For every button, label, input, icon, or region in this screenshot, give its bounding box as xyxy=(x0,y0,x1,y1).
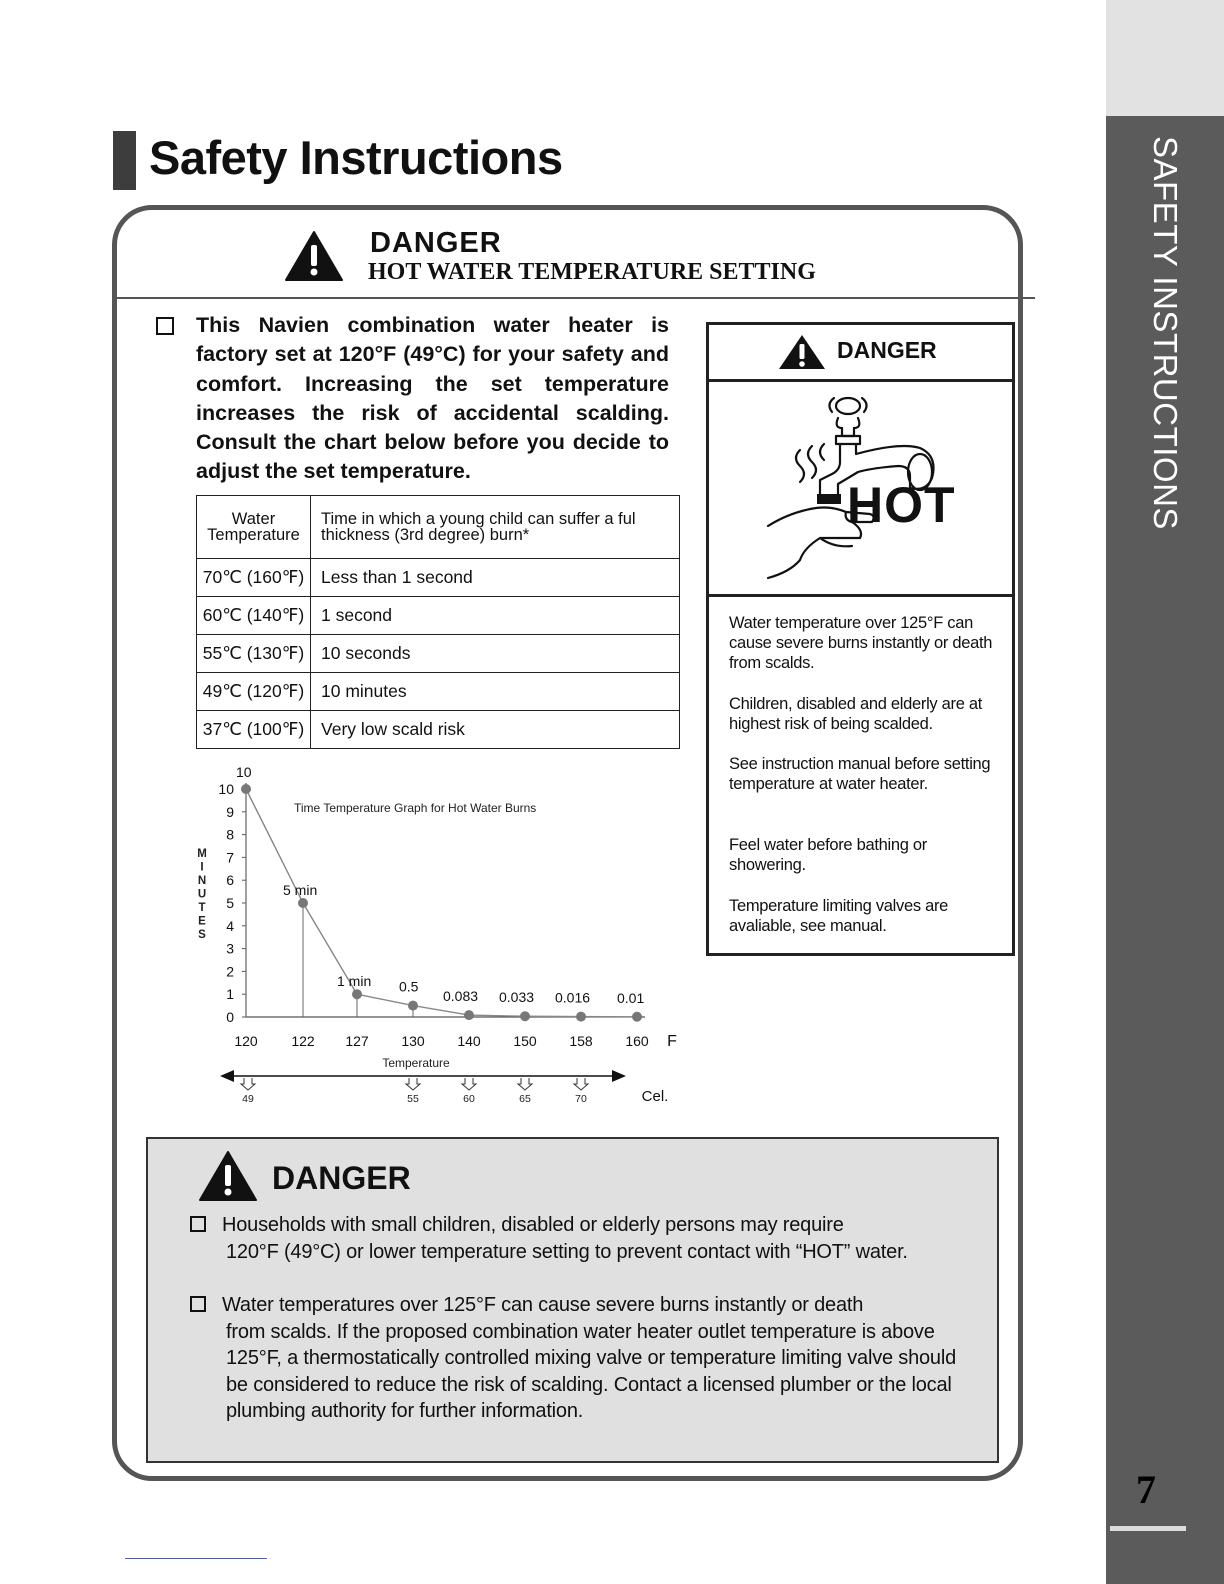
bottom-bullet xyxy=(222,1212,962,1265)
data-point xyxy=(576,1012,586,1022)
data-point xyxy=(520,1011,530,1021)
celsius-tick-label: 70 xyxy=(575,1093,587,1105)
y-axis-label-letter: U xyxy=(197,888,207,901)
title-bar-accent xyxy=(113,131,136,190)
x-tick-label: 127 xyxy=(345,1033,369,1049)
celsius-tick-marker xyxy=(574,1078,588,1090)
table-row xyxy=(197,673,680,711)
y-axis-label-letter: S xyxy=(198,929,206,941)
x-tick-label: 150 xyxy=(513,1033,537,1049)
celsius-tick-label: 55 xyxy=(407,1093,419,1105)
x-unit-label: F xyxy=(667,1033,677,1050)
table-header-burn-time: Time in which a young child can suffer a ful thickness (3rd degree) burn* xyxy=(311,496,680,559)
hot-label: HOT xyxy=(847,477,956,533)
table-cell-time: Very low scald risk xyxy=(311,711,680,749)
table-header-row xyxy=(197,496,680,559)
warning-triangle-icon xyxy=(198,1150,258,1202)
celsius-tick-label: 60 xyxy=(463,1093,475,1105)
celsius-unit-label: Cel. xyxy=(641,1088,669,1105)
checkbox-icon xyxy=(190,1216,206,1232)
warning-triangle-icon xyxy=(778,334,826,370)
bottom-bullet xyxy=(222,1292,962,1425)
data-point xyxy=(241,784,251,794)
x-tick-label: 120 xyxy=(234,1033,258,1049)
y-tick-label: 9 xyxy=(226,803,234,820)
data-point-label: 0.016 xyxy=(555,989,591,1006)
table-header-temperature: Water Temperature xyxy=(197,496,311,559)
y-tick-label: 7 xyxy=(226,849,234,866)
y-tick-label: 1 xyxy=(226,986,234,1003)
scald-time-table xyxy=(196,495,680,749)
data-point-label: 0.033 xyxy=(499,989,535,1006)
warning-triangle-icon xyxy=(284,230,344,282)
celsius-tick-label: 49 xyxy=(242,1093,254,1105)
table-row xyxy=(197,711,680,749)
footer-line xyxy=(125,1558,267,1559)
time-temperature-chart xyxy=(188,765,688,1115)
table-cell-temperature: 70℃ (160℉) xyxy=(197,559,311,597)
y-tick-label: 3 xyxy=(226,940,234,957)
header-danger-label: DANGER xyxy=(370,227,502,259)
data-point xyxy=(632,1012,642,1022)
celsius-tick-marker xyxy=(406,1078,420,1090)
chart-title: Time Temperature Graph for Hot Water Burns xyxy=(294,801,537,815)
data-point xyxy=(464,1010,474,1020)
data-point-label: 10 xyxy=(236,765,252,780)
header-divider xyxy=(117,297,1035,299)
table-cell-time: Less than 1 second xyxy=(311,559,680,597)
sign-paragraph: Feel water before bathing or showering. xyxy=(729,836,927,874)
table-cell-temperature: 37℃ (100℉) xyxy=(197,711,311,749)
page-number-rule xyxy=(1110,1526,1186,1531)
data-point-label: 0.5 xyxy=(399,978,419,995)
side-tab-label xyxy=(1106,136,1224,556)
bottom-bullet-rest: from scalds. If the proposed combination water heater outlet temperature is above 125°F, a thermostatically controlled mixing valve or temperature limiting valve should be considered to reduce the risk of scalding. Contact a licensed plumber or the local plumbing authority for further information. xyxy=(226,1320,957,1423)
y-tick-label: 4 xyxy=(226,917,234,934)
table-cell-time: 10 minutes xyxy=(311,673,680,711)
data-point-label: 0.083 xyxy=(443,988,479,1005)
y-axis-label-letter: M xyxy=(197,848,207,860)
y-axis-label-letter: E xyxy=(198,915,206,928)
data-point xyxy=(298,898,308,908)
celsius-tick-label: 65 xyxy=(519,1093,531,1105)
data-point xyxy=(352,989,362,999)
bottom-bullet-rest: 120°F (49°C) or lower temperature setting to prevent contact with “HOT” water. xyxy=(226,1240,908,1263)
bottom-bullet-line: Water temperatures over 125°F can cause severe burns instantly or death xyxy=(222,1294,864,1316)
x-tick-label: 140 xyxy=(457,1033,481,1049)
checkbox-icon xyxy=(156,317,174,335)
data-point-label: 1 min xyxy=(337,973,372,990)
celsius-tick-marker xyxy=(518,1078,532,1090)
x-tick-label: 158 xyxy=(569,1033,593,1049)
x-tick-label: 122 xyxy=(291,1033,315,1049)
table-cell-time: 1 second xyxy=(311,597,680,635)
x-axis-label: Temperature xyxy=(382,1056,450,1070)
sign-paragraph: Temperature limiting valves are avaliable, see manual. xyxy=(729,897,949,935)
sign-danger-label: DANGER xyxy=(837,337,937,363)
x-tick-label: 160 xyxy=(625,1033,649,1049)
data-point-label: 5 min xyxy=(283,882,318,898)
table-cell-time: 10 seconds xyxy=(311,635,680,673)
side-tab-text: SAFETY INSTRUCTIONS xyxy=(1147,136,1184,530)
y-tick-label: 6 xyxy=(226,872,234,889)
table-row xyxy=(197,559,680,597)
bottom-bullet-line: Households with small children, disabled or elderly persons may require xyxy=(222,1214,844,1236)
intro-text: This Navien combination water heater is factory set at 120°F (49°C) for your safety and comfort. Increasing the set temperature increases the risk of accidental scalding. Consult the chart below before you decide to adjust the set temperature. xyxy=(196,313,669,484)
y-tick-label: 8 xyxy=(226,826,234,843)
y-tick-label: 0 xyxy=(226,1009,234,1025)
sign-image-divider xyxy=(706,594,1015,597)
data-point-label: 0.01 xyxy=(617,989,645,1006)
checkbox-icon xyxy=(190,1296,206,1312)
table-row xyxy=(197,635,680,673)
sign-paragraph: Water temperature over 125°F can cause severe burns instantly or death from scalds. xyxy=(729,614,993,672)
page-number: 7 xyxy=(1136,1467,1156,1512)
table-cell-temperature: 55℃ (130℉) xyxy=(197,635,311,673)
page-title: Safety Instructions xyxy=(149,131,563,184)
y-tick-label: 2 xyxy=(226,963,234,980)
celsius-arrow-left-head xyxy=(220,1070,234,1082)
y-tick-label: 10 xyxy=(218,781,234,797)
y-tick-label: 5 xyxy=(226,895,234,911)
x-tick-label: 130 xyxy=(401,1033,425,1049)
sign-paragraph: See instruction manual before setting temperature at water heater. xyxy=(729,755,991,793)
bottom-danger-label: DANGER xyxy=(272,1160,411,1196)
table-cell-temperature: 60℃ (140℉) xyxy=(197,597,311,635)
celsius-arrow-right-head xyxy=(612,1070,626,1082)
y-axis-label-letter: T xyxy=(198,902,206,914)
header-subtitle: HOT WATER TEMPERATURE SETTING xyxy=(368,259,816,285)
celsius-tick-marker xyxy=(462,1078,476,1090)
y-axis-label-letter: I xyxy=(200,861,204,874)
y-axis-label-letter: N xyxy=(197,875,207,887)
table-row xyxy=(197,597,680,635)
data-point xyxy=(408,1001,418,1011)
sign-paragraph: Children, disabled and elderly are at highest risk of being scalded. xyxy=(729,695,983,733)
celsius-tick-marker xyxy=(241,1078,255,1090)
table-cell-temperature: 49℃ (120℉) xyxy=(197,673,311,711)
side-tab-top xyxy=(1106,0,1224,116)
